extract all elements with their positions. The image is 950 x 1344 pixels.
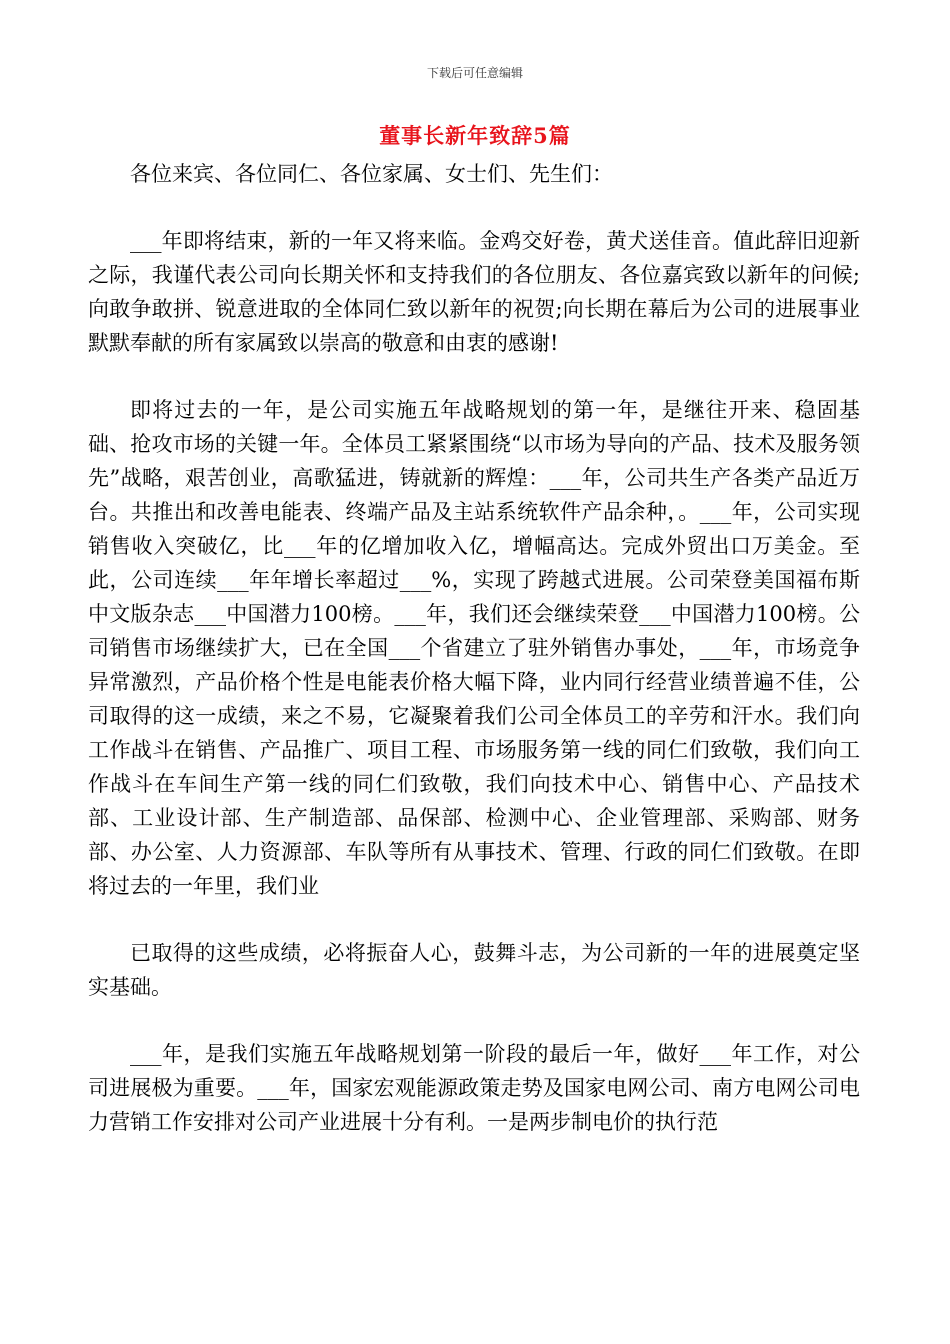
paragraph-next-year-plan: ___年，是我们实施五年战略规划第一阶段的最后一年，做好___年工作，对公司进展极为重要。___年，国家宏观能源政策走势及国家电网公司、南方电网公司电力营销工作安排对公司产业进展十分有利。一是两步制电价的执行范 [88,1042,860,1134]
header-note: 下载后可任意编辑 [426,66,523,80]
paragraph-achievements: 已取得的这些成绩，必将振奋人心，鼓舞斗志，为公司新的一年的进展奠定坚实基础。 [88,941,860,999]
paragraph-year-review: 即将过去的一年，是公司实施五年战略规划的第一年，是继往开来、稳固基础、抢攻市场的关键一年。全体员工紧紧围绕“以市场为导向的产品、技术及服务领先”战略，艰苦创业，高歌猛进，铸就新的辉煌：___年，公司共生产各类产品近万台。共推出和改善电能表、终端产品及主站系统软件产品余种，。___年，公司实现销售收入突破亿，比___年的亿增加收入亿，增幅高达。完成外贸出口万美金。至此，公司连续___年年增长率超过___%，实现了跨越式进展。公司荣登美国福布斯中文版杂志___中国潜力100榜。___年，我们还会继续荣登___中国潜力100榜。公司销售市场继续扩大，已在全国___个省建立了驻外销售办事处，___年，市场竞争异常激烈，产品价格个性是电能表价格大幅下降，业内同行经营业绩普遍不佳，公司取得的这一成绩，来之不易，它凝聚着我们公司全体员工的辛劳和汗水。我们向工作战斗在销售、产品推广、项目工程、市场服务第一线的同仁们致敬，我们向工作战斗在车间生产第一线的同仁们致敬，我们向技术中心、销售中心、产品技术部、工业设计部、生产制造部、品保部、检测中心、企业管理部、采购部、财务部、办公室、人力资源部、车队等所有从事技术、管理、行政的同仁们致敬。在即将过去的一年里，我们业 [88,398,860,898]
document-title: 董事长新年致辞5篇 [379,123,571,148]
document-body [88,150,860,1139]
greeting-paragraph: 各位来宾、各位同仁、各位家属、女士们、先生们： [130,162,613,186]
paragraph-new-year-wishes: ___年即将结束，新的一年又将来临。金鸡交好卷，黄犬送佳音。值此辞旧迎新之际，我谨代表公司向长期关怀和支持我们的各位朋友、各位嘉宾致以新年的问候;向敢争敢拼、锐意进取的全体同仁致以新年的祝贺;向长期在幕后为公司的进展事业默默奉献的所有家属致以崇高的敬意和由衷的感谢! [88,229,860,355]
